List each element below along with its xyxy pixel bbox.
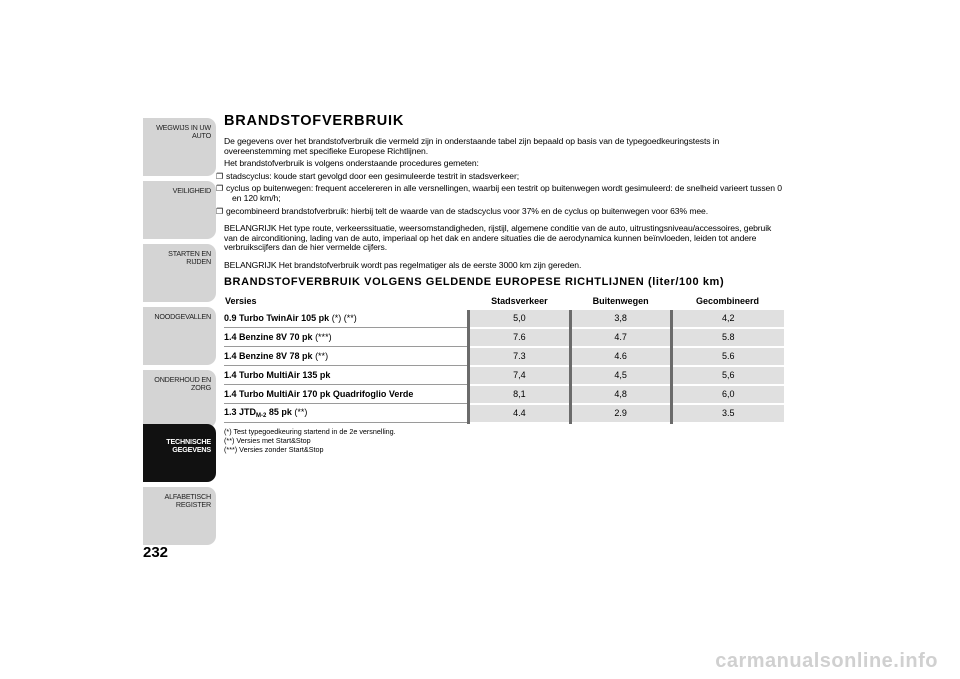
version-name: 1.4 Turbo MultiAir 170 pk Quadrifoglio Verde — [224, 389, 414, 400]
bullet-item: ❐ stadscyclus: koude start gevolgd door een gesimuleerde testrit in stadsverkeer; — [216, 170, 520, 181]
table-title: BRANDSTOFVERBRUIK VOLGENS GELDENDE EUROPESE RICHTLIJNEN (liter/100 km) — [224, 275, 725, 288]
version-note: (**) — [294, 407, 308, 418]
tab-label: VEILIGHEID — [172, 186, 211, 195]
tab-onderhoud-en-zorg[interactable] — [143, 370, 216, 428]
version-note: (**) — [315, 351, 329, 362]
header-versies: Versies — [225, 295, 257, 306]
value-combined: 3.5 — [671, 404, 784, 423]
tab-alfabetisch-register[interactable] — [143, 487, 216, 545]
table-row — [224, 404, 784, 423]
table-row — [224, 310, 784, 328]
version-name-suffix: 85 pk — [266, 407, 292, 418]
bullet-text: stadscyclus: koude start gevolgd door een gesimuleerde testrit in stadsverkeer; — [226, 170, 520, 181]
value-extra-urban: 4,8 — [570, 385, 671, 404]
version-cell — [224, 385, 469, 404]
table-row — [224, 347, 784, 366]
tab-label: ONDERHOUD EN ZORG — [154, 375, 211, 392]
version-note: (*) (**) — [331, 313, 357, 324]
watermark: carmanualsonline.info — [715, 650, 938, 672]
consumption-table — [224, 292, 784, 424]
version-name: 0.9 Turbo TwinAir 105 pk — [224, 313, 330, 324]
table-header-row — [224, 292, 784, 310]
value-city: 5,0 — [469, 310, 571, 328]
table-row — [224, 366, 784, 385]
footnote: (***) Versies zonder Start&Stop — [224, 444, 324, 454]
bullet-item: ❐ gecombineerd brandstofverbruik: hierbij telt de waarde van de stadscyclus voor 37% en de cyclus op buitenwegen voor 63% mee. — [216, 205, 709, 216]
page-title: BRANDSTOFVERBRUIK — [224, 113, 405, 129]
value-extra-urban: 4.6 — [570, 347, 671, 366]
footnote: (*) Test typegoedkeuring startend in de 2e versnelling. — [224, 426, 396, 436]
tab-starten-en-rijden[interactable] — [143, 244, 216, 302]
version-name-subscript: M-2 — [256, 413, 267, 420]
page-number: 232 — [143, 544, 169, 561]
value-combined: 6,0 — [671, 385, 784, 404]
intro-paragraph: De gegevens over het brandstofverbruik die vermeld zijn in onderstaande tabel zijn bepaald op basis van de typegoedkeuringstests in overeenstemming met specifieke Europese Richtlijnen. — [224, 136, 720, 156]
value-city: 7.3 — [469, 347, 571, 366]
header-stadsverkeer: Stadsverkeer — [491, 295, 548, 306]
version-cell — [224, 404, 469, 423]
version-cell — [224, 347, 469, 366]
tab-wegwijs[interactable] — [143, 118, 216, 176]
value-extra-urban: 4,5 — [570, 366, 671, 385]
value-combined: 5.8 — [671, 328, 784, 347]
value-city: 4.4 — [469, 404, 571, 423]
value-combined: 4,2 — [671, 310, 784, 328]
table-footnotes — [224, 427, 784, 455]
version-name: 1.4 Turbo MultiAir 135 pk — [224, 370, 331, 381]
value-city: 7,4 — [469, 366, 571, 385]
tab-label: WEGWIJS IN UW AUTO — [156, 123, 211, 140]
value-extra-urban: 4.7 — [570, 328, 671, 347]
procedures-intro: Het brandstofverbruik is volgens onderstaande procedures gemeten: — [224, 158, 479, 169]
version-name: 1.4 Benzine 8V 70 pk — [224, 332, 313, 343]
tab-label: ALFABETISCH REGISTER — [164, 492, 211, 509]
table-row — [224, 328, 784, 347]
tab-label: STARTEN EN RIJDEN — [168, 249, 211, 266]
version-cell — [224, 328, 469, 347]
main-content — [216, 113, 784, 454]
version-cell — [224, 310, 469, 328]
version-name: 1.3 JTD — [224, 407, 257, 418]
footnote: (**) Versies met Start&Stop — [224, 435, 311, 445]
value-combined: 5.6 — [671, 347, 784, 366]
tab-technische-gegevens[interactable] — [143, 424, 216, 482]
important-note-2: BELANGRIJK Het brandstofverbruik wordt pas regelmatiger als de eerste 3000 km zijn gereden. — [224, 259, 582, 270]
tab-label: TECHNISCHE GEGEVENS — [166, 437, 211, 454]
version-name: 1.4 Benzine 8V 78 pk — [224, 351, 313, 362]
bullet-item: ❐ cyclus op buitenwegen: frequent accelereren in alle versnellingen, waarbij een testrit op buitenwegen wordt gesimuleerd: de snelheid varieert tussen 0 en 120 km/h; — [216, 183, 782, 203]
tab-label: NOODGEVALLEN — [154, 312, 211, 321]
table-row — [224, 385, 784, 404]
value-combined: 5,6 — [671, 366, 784, 385]
version-cell — [224, 366, 469, 385]
tab-veiligheid[interactable] — [143, 181, 216, 239]
value-extra-urban: 3,8 — [570, 310, 671, 328]
important-note-1: BELANGRIJK Het type route, verkeerssituatie, weersomstandigheden, rijstijl, algemene conditie van de auto, uitrustingsniveau/accessoires, gebruik van de airconditioning, lading van de auto, imperiaal op het dak en andere situaties die de aerodynamica kunnen beïnvloeden, leiden tot andere verbruikscijfers dan de hier vermelde cijfers. — [224, 223, 772, 253]
version-note: (***) — [315, 332, 332, 343]
tab-noodgevallen[interactable] — [143, 307, 216, 365]
bullet-text: cyclus op buitenwegen: frequent accelereren in alle versnellingen, waarbij een testrit op buitenwegen wordt gesimuleerd: de snelheid varieert tussen 0 en 120 km/h; — [226, 183, 782, 203]
value-extra-urban: 2.9 — [570, 404, 671, 423]
header-buitenwegen: Buitenwegen — [592, 295, 649, 306]
bullet-text: gecombineerd brandstofverbruik: hierbij telt de waarde van de stadscyclus voor 37% en de cyclus op buitenwegen voor 63% mee. — [226, 205, 709, 216]
value-city: 8,1 — [469, 385, 571, 404]
header-gecombineerd: Gecombineerd — [695, 295, 760, 306]
value-city: 7.6 — [469, 328, 571, 347]
